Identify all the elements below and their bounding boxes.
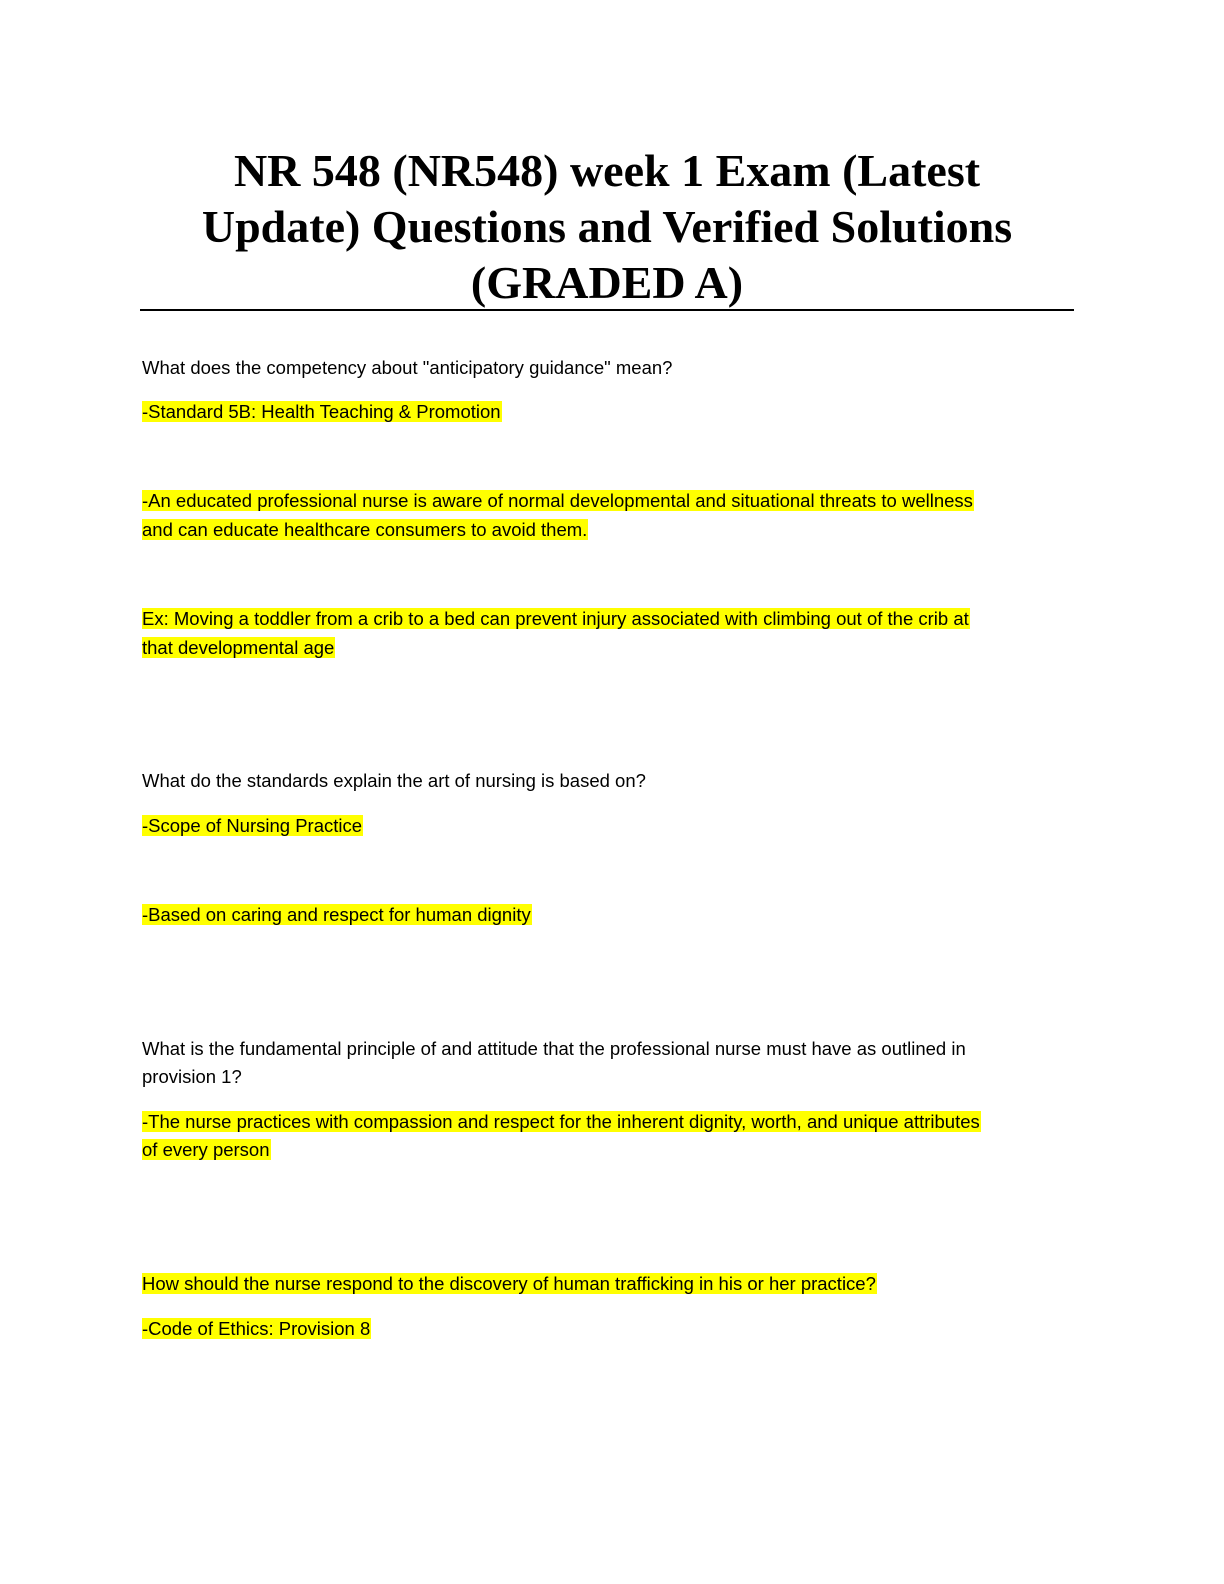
answer-text: -Scope of Nursing Practice [142,815,363,836]
question-text: provision 1? [142,1066,242,1087]
title-line: NR 548 (NR548) week 1 Exam (Latest [233,145,981,196]
answer-text: of every person [142,1139,270,1160]
answer-text: that developmental age [142,637,335,658]
answer-text: -The nurse practices with compassion and respect for the inherent dignity, worth, and unique attributes [142,1111,980,1132]
answer-text: -Standard 5B: Health Teaching & Promotion [142,401,501,422]
answer-text: and can educate healthcare consumers to avoid them. [142,519,588,540]
document-title [140,143,1074,311]
title-line: (GRADED A) [470,257,744,308]
question-text: What is the fundamental principle of and attitude that the professional nurse must have as outlined in [142,1038,966,1059]
title-divider [140,309,1074,311]
title-line: Update) Questions and Verified Solutions [201,201,1013,252]
question-text: How should the nurse respond to the discovery of human trafficking in his or her practice? [142,1273,876,1294]
answer-text: Ex: Moving a toddler from a crib to a bed can prevent injury associated with climbing out of the crib at [142,608,969,629]
answer-text: -An educated professional nurse is aware of normal developmental and situational threats to wellness [142,490,973,511]
answer-text: -Based on caring and respect for human dignity [142,904,531,925]
answer-text: -Code of Ethics: Provision 8 [142,1318,371,1339]
question-text: What do the standards explain the art of nursing is based on? [142,770,646,791]
question-text: What does the competency about "anticipatory guidance" mean? [142,357,673,378]
